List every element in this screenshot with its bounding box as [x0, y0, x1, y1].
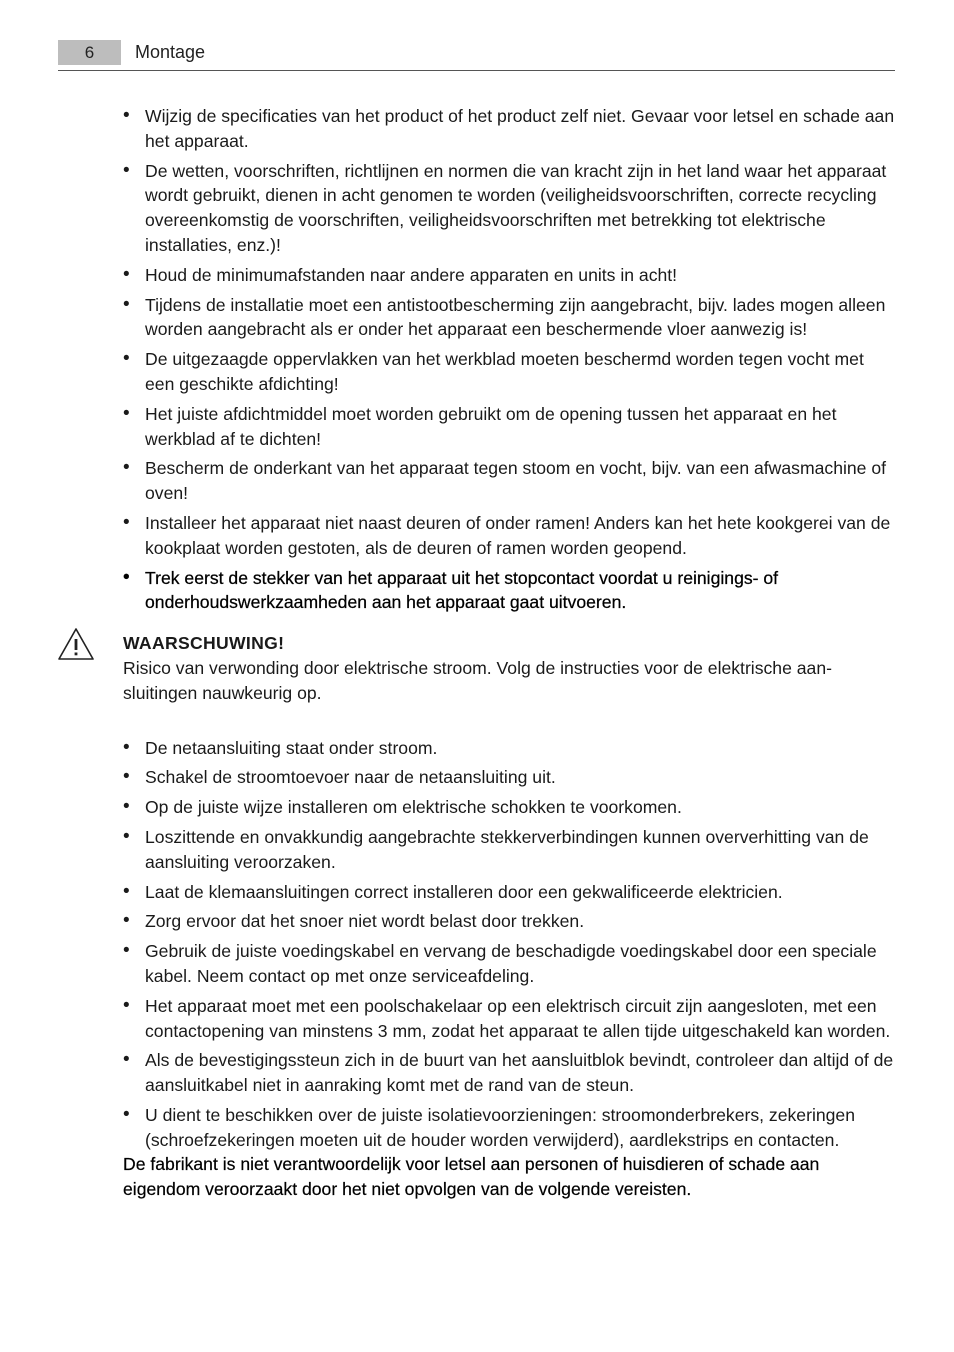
list-item: • De wetten, voorschriften, richtlijnen en normen die van kracht zijn in het land waar het apparaat wordt gebruikt, dienen in acht genomen te worden (veiligheidsvoorschriften, correcte recycling overeenkomstig de voorschriften, veiligheidsvoorschriften met betrekking tot elektrische installaties, enz.)! [123, 159, 895, 258]
list-item: • Loszittende en onvakkundig aangebrachte stekkerverbindingen kunnen oververhitting van de aansluiting veroorzaken. [123, 825, 895, 875]
list-item: • Als de bevestigingssteun zich in de buurt van het aansluitblok bevindt, controleer dan altijd of de aansluitkabel niet in aanraking komt met de rand van de steun. [123, 1048, 895, 1098]
manufacturer-note: De fabrikant is niet verantwoordelijk voor letsel aan personen of huisdieren of schade aan eigendom veroorzaakt door het niet opvolgen van de volgende vereisten. [123, 1154, 820, 1200]
section-title: Montage [135, 42, 206, 62]
list-item: • Laat de klemaansluitingen correct installeren door een gekwalificeerde elektricien. [123, 880, 895, 905]
list-item: • Het apparaat moet met een poolschakelaar op een elektrisch circuit zijn aangesloten, met een contactopening van minstens 3 mm, zodat het apparaat te allen tijde uitgeschakeld kan worden. [123, 994, 895, 1044]
list-item: • Schakel de stroomtoevoer naar de netaansluiting uit. [123, 765, 895, 790]
list-item: • De uitgezaagde oppervlakken van het werkblad moeten beschermd worden tegen vocht met een geschikte afdichting! [123, 347, 895, 397]
page-header [58, 40, 895, 71]
list-item: • Installeer het apparaat niet naast deuren of onder ramen! Anders kan het hete kookgerei van de kookplaat worden gestoten, als de deuren of ramen worden geopend. [123, 511, 895, 561]
list-item: • Het juiste afdichtmiddel moet worden gebruikt om de opening tussen het apparaat en het werkblad af te dichten! [123, 402, 895, 452]
list-item: • Gebruik de juiste voedingskabel en vervang de beschadigde voedingskabel door een speciale kabel. Neem contact op met onze serviceafdeling. [123, 939, 895, 989]
electrical-list [123, 736, 895, 1153]
list-item: • Houd de minimumafstanden naar andere apparaten en units in acht! [123, 263, 895, 288]
list-item: • Op de juiste wijze installeren om elektrische schokken te voorkomen. [123, 795, 895, 820]
list-item: • U dient te beschikken over de juiste isolatievoorzieningen: stroomonderbrekers, zekeringen (schroefzekeringen moeten uit de houder worden verwijderd), aardlekstrips en contacten. [123, 1103, 895, 1153]
warning-block [123, 631, 895, 705]
installation-list [123, 104, 895, 615]
warning-title: WAARSCHUWING! [123, 633, 285, 654]
warning-triangle-icon [57, 627, 95, 661]
list-item: • Bescherm de onderkant van het apparaat tegen stoom en vocht, bijv. van een afwasmachine of oven! [123, 456, 895, 506]
list-item: • Wijzig de specificaties van het product of het product zelf niet. Gevaar voor letsel en schade aan het apparaat. [123, 104, 895, 154]
warning-text: Risico van verwonding door elektrische stroom. Volg de instructies voor de elektrische aansluitingen nauwkeurig op. [123, 657, 832, 703]
list-item: • Zorg ervoor dat het snoer niet wordt belast door trekken. [123, 909, 895, 934]
list-item: • Trek eerst de stekker van het apparaat uit het stopcontact voordat u reinigings- of onderhoudswerkzaamheden aan het apparaat gaat uitvoeren. [123, 566, 895, 616]
list-item: • De netaansluiting staat onder stroom. [123, 736, 895, 761]
page-number: 6 [58, 40, 121, 65]
list-item: • Tijdens de installatie moet een antistootbescherming zijn aangebracht, bijv. lades mogen alleen worden aangebracht als er onder het apparaat een beschermende vloer aanwezig is! [123, 293, 895, 343]
page-content [123, 104, 895, 1202]
